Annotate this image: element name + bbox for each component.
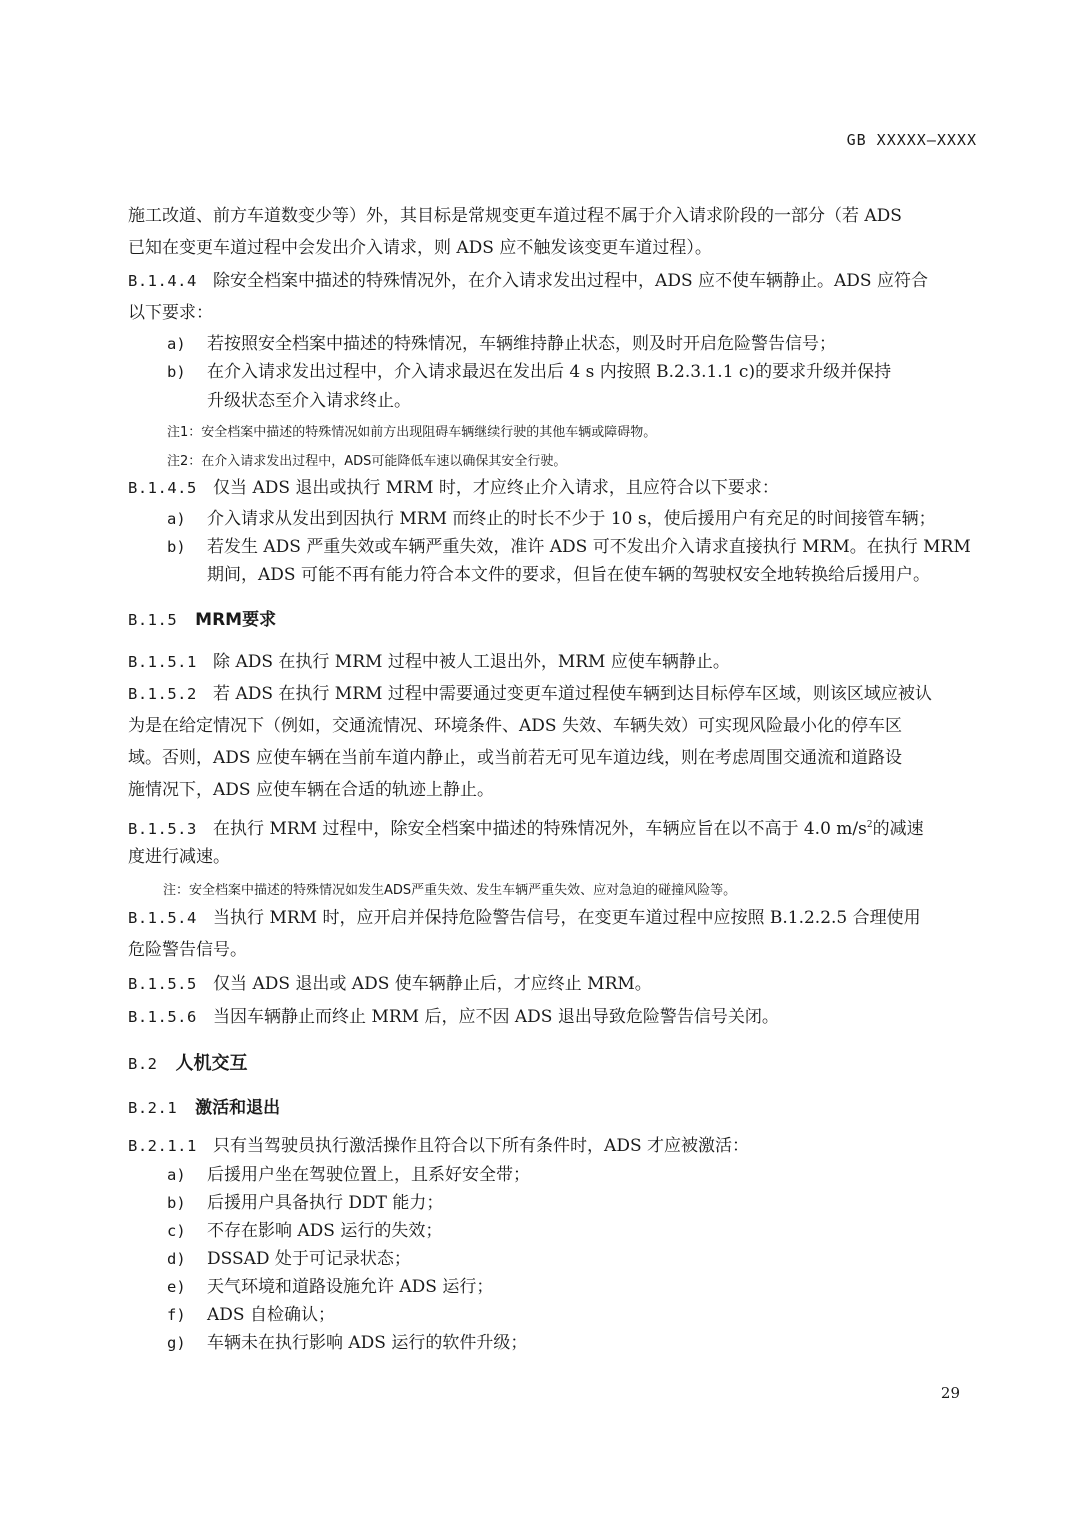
list-item xyxy=(0,533,1080,561)
paragraph-line: 已知在变更车道过程中会发出介入请求，则 ADS 应不触发该变更车道过程）。 xyxy=(128,238,712,258)
list-item-continuation xyxy=(0,387,1080,415)
clause-number: B.1.4.5 xyxy=(128,479,197,497)
list-label: a) xyxy=(167,335,186,353)
list-text: 在介入请求发出过程中，介入请求最迟在发出后 4 s 内按照 B.2.3.1.1 c)的要求升级并保持 xyxy=(207,362,892,382)
list-text: 升级状态至介入请求终止。 xyxy=(207,391,411,411)
list-label: d) xyxy=(167,1250,186,1268)
list-label: b) xyxy=(167,1194,186,1212)
section-title: 人机交互 xyxy=(175,1053,248,1074)
clause-text: 除 ADS 在执行 MRM 过程中被人工退出外，MRM 应使车辆静止。 xyxy=(213,652,730,672)
clause-text: 域。否则，ADS 应使车辆在当前车道内静止，或当前若无可见车道边线，则在考虑周围交通流和道路设 xyxy=(128,748,902,768)
clause-number: B.2.1.1 xyxy=(128,1137,197,1155)
list-label: b) xyxy=(167,363,186,381)
list-item xyxy=(0,1273,1080,1301)
list-item xyxy=(0,1329,1080,1357)
list-item xyxy=(0,505,1080,533)
list-item xyxy=(0,1161,1080,1189)
list-label: f) xyxy=(167,1306,186,1324)
note: 注：安全档案中描述的特殊情况如发生ADS严重失效、发生车辆严重失效、应对急迫的碰撞风险等。 xyxy=(163,883,737,898)
clause-b-1-5-3 xyxy=(128,809,980,873)
section-number: B.2.1 xyxy=(128,1099,178,1117)
clause-text: 危险警告信号。 xyxy=(128,940,247,960)
list-label: e) xyxy=(167,1278,186,1296)
clause-number: B.1.4.4 xyxy=(128,272,197,290)
clause-text: 仅当 ADS 退出或执行 MRM 时，才应终止介入请求，且应符合以下要求： xyxy=(213,478,779,498)
page-number: 29 xyxy=(940,1384,960,1402)
section-title: 激活和退出 xyxy=(195,1098,281,1118)
clause-text: 以下要求： xyxy=(128,303,213,323)
clause-number: B.1.5.6 xyxy=(128,1008,197,1026)
clause-b-1-5-4 xyxy=(128,902,980,966)
list-text: 车辆未在执行影响 ADS 运行的软件升级； xyxy=(207,1333,528,1353)
section-number: B.1.5 xyxy=(128,611,178,629)
list-item xyxy=(0,358,1080,386)
clause-text: 度进行减速。 xyxy=(128,847,230,867)
list-text: 不存在影响 ADS 运行的失效； xyxy=(207,1221,443,1241)
list-item-continuation xyxy=(0,561,1080,589)
list-item xyxy=(0,1245,1080,1273)
clause-text: 除安全档案中描述的特殊情况外，在介入请求发出过程中，ADS 应不使车辆静止。ADS 应符合 xyxy=(213,271,928,291)
clause-b-2-1-1 xyxy=(128,1130,980,1162)
note-2: 注2：在介入请求发出过程中，ADS可能降低车速以确保其安全行驶。 xyxy=(167,454,567,469)
list-text: 若发生 ADS 严重失效或车辆严重失效，准许 ADS 可不发出介入请求直接执行 MRM。在执行 MRM xyxy=(207,537,971,557)
section-heading-b-1-5 xyxy=(128,605,276,630)
clause-text: 只有当驾驶员执行激活操作且符合以下所有条件时，ADS 才应被激活： xyxy=(213,1136,750,1156)
clause-text: 当执行 MRM 时，应开启并保持危险警告信号，在变更车道过程中应按照 B.1.2.2.5 合理使用 xyxy=(213,908,921,928)
clause-number: B.1.5.1 xyxy=(128,653,197,671)
list-label: a) xyxy=(167,510,186,528)
clause-text: 施情况下，ADS 应使车辆在合适的轨迹上静止。 xyxy=(128,780,494,800)
list-text: DSSAD 处于可记录状态； xyxy=(207,1249,411,1269)
list-text: 若按照安全档案中描述的特殊情况，车辆维持静止状态，则及时开启危险警告信号； xyxy=(207,334,836,354)
list-label: g) xyxy=(167,1334,186,1352)
note-1: 注1：安全档案中描述的特殊情况如前方出现阻碍车辆继续行驶的其他车辆或障碍物。 xyxy=(167,425,657,440)
clause-b-1-4-4 xyxy=(128,265,980,329)
list-label: b) xyxy=(167,538,186,556)
clause-b-1-5-5 xyxy=(128,968,980,1000)
list-text: 介入请求从发出到因执行 MRM 而终止的时长不少于 10 s，使后援用户有充足的时间接管车辆； xyxy=(207,509,936,529)
superscript: 2 xyxy=(866,820,873,830)
clause-text: 在执行 MRM 过程中，除安全档案中描述的特殊情况外，车辆应旨在以不高于 4.0 m/s xyxy=(213,819,867,839)
clause-b-1-5-6 xyxy=(128,1001,980,1033)
clause-number: B.1.5.5 xyxy=(128,975,197,993)
continuation-paragraph xyxy=(128,200,980,264)
list-item xyxy=(0,1301,1080,1329)
list-text: 天气环境和道路设施允许 ADS 运行； xyxy=(207,1277,494,1297)
clause-text: 若 ADS 在执行 MRM 过程中需要通过变更车道过程使车辆到达目标停车区域，则该区域应被认 xyxy=(213,684,932,704)
list-item xyxy=(0,1217,1080,1245)
section-heading-b-2-1 xyxy=(128,1093,280,1118)
clause-text: 当因车辆静止而终止 MRM 后，应不因 ADS 退出导致危险警告信号关闭。 xyxy=(213,1007,779,1027)
paragraph-line: 施工改道、前方车道数变少等）外，其目标是常规变更车道过程不属于介入请求阶段的一部分（若 ADS xyxy=(128,206,902,226)
list-label: a) xyxy=(167,1166,186,1184)
list-text: 期间，ADS 可能不再有能力符合本文件的要求，但旨在使车辆的驾驶权安全地转换给后援用户。 xyxy=(207,565,930,585)
list-text: 后援用户坐在驾驶位置上，且系好安全带； xyxy=(207,1165,530,1185)
list-text: 后援用户具备执行 DDT 能力； xyxy=(207,1193,444,1213)
clause-number: B.1.5.4 xyxy=(128,909,197,927)
section-heading-b-2 xyxy=(128,1049,248,1075)
clause-b-1-5-2 xyxy=(128,678,980,806)
list-label: c) xyxy=(167,1222,186,1240)
clause-b-1-4-5 xyxy=(128,472,980,504)
clause-text: 仅当 ADS 退出或 ADS 使车辆静止后，才应终止 MRM。 xyxy=(213,974,652,994)
document-code-header: GB XXXXX—XXXX xyxy=(846,131,977,149)
list-text: ADS 自检确认； xyxy=(207,1305,335,1325)
clause-text: 为是在给定情况下（例如，交通流情况、环境条件、ADS 失效、车辆失效）可实现风险最小化的停车区 xyxy=(128,716,902,736)
section-title: MRM要求 xyxy=(195,610,277,630)
list-item xyxy=(0,330,1080,358)
clause-number: B.1.5.3 xyxy=(128,820,197,838)
clause-b-1-5-1 xyxy=(128,646,980,678)
clause-number: B.1.5.2 xyxy=(128,685,197,703)
clause-text: 的减速 xyxy=(872,819,924,839)
section-number: B.2 xyxy=(128,1055,158,1073)
list-item xyxy=(0,1189,1080,1217)
